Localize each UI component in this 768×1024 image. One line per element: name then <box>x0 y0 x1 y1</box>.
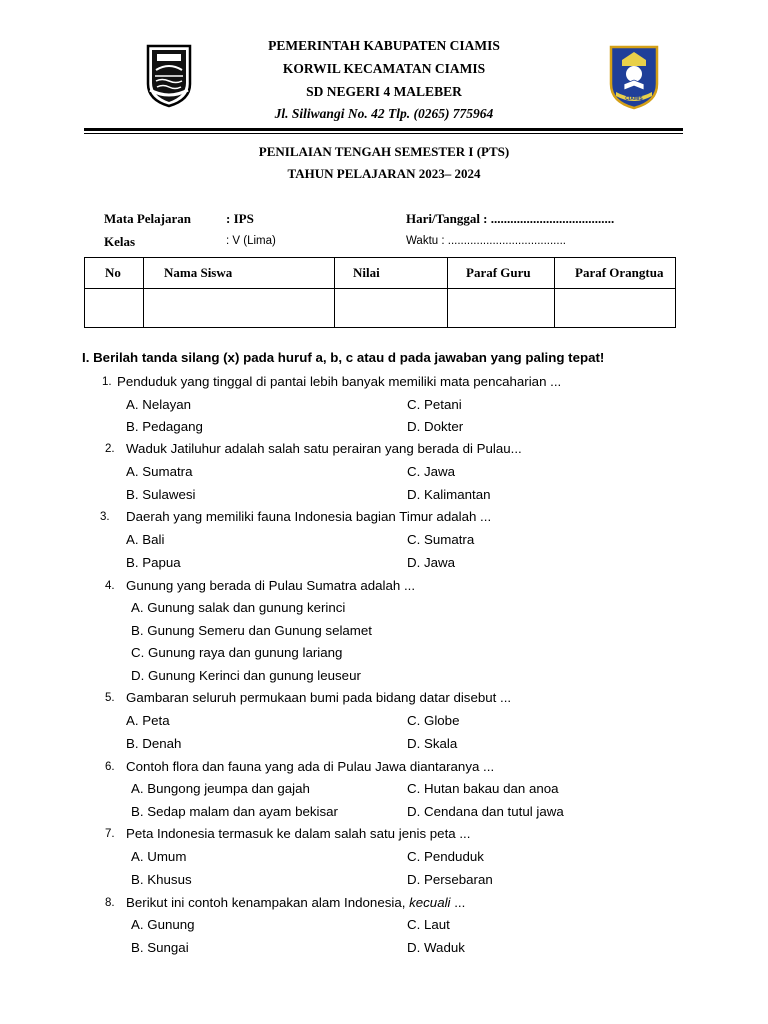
table-cell-name <box>144 289 335 328</box>
option-b: B. Sedap malam dan ayam bekisar <box>131 804 338 819</box>
option-c: C. Laut <box>407 917 450 932</box>
option-d: D. Cendana dan tutul jawa <box>407 804 564 819</box>
time-field: Waktu : ..................................... <box>406 235 566 247</box>
table-header-teacher-sign: Paraf Guru <box>448 258 555 289</box>
class-label: Kelas <box>104 234 136 249</box>
question-text: Gambaran seluruh permukaan bumi pada bidang datar disebut ... <box>126 690 512 705</box>
question-text: Gunung yang berada di Pulau Sumatra adalah ... <box>126 578 416 593</box>
table-cell-parent-sign <box>555 289 676 328</box>
option-c: C. Sumatra <box>407 532 475 547</box>
option-c: C. Hutan bakau dan anoa <box>407 781 559 796</box>
question-text: Penduduk yang tinggal di pantai lebih banyak memiliki mata pencaharian ... <box>117 374 562 389</box>
header-address: Jl. Siliwangi No. 42 Tlp. (0265) 775964 <box>274 106 494 121</box>
option-d: D. Waduk <box>407 940 465 955</box>
option-c: C. Globe <box>407 713 460 728</box>
option-d: D. Dokter <box>407 419 464 434</box>
option-c: C. Petani <box>407 397 462 412</box>
table-header-name: Nama Siswa <box>144 258 335 289</box>
header-divider-thick <box>84 128 683 131</box>
option-b: B. Sungai <box>131 940 189 955</box>
right-logo-text: CIAMIS <box>625 96 643 102</box>
question-number: 8. <box>105 897 115 909</box>
option-a: A. Bungong jeumpa dan gajah <box>131 781 310 796</box>
question-text: Contoh flora dan fauna yang ada di Pulau Jawa diantaranya ... <box>126 759 495 774</box>
subject-label: Mata Pelajaran <box>104 211 192 226</box>
question-text: Peta Indonesia termasuk ke dalam salah satu jenis peta ... <box>126 826 471 841</box>
header-divider-thin <box>84 133 683 134</box>
question-text: Daerah yang memiliki fauna Indonesia bagian Timur adalah ... <box>126 509 492 524</box>
section-instruction: I. Berilah tanda silang (x) pada huruf a, b, c atau d pada jawaban yang paling tepat! <box>82 350 605 365</box>
option-a: A. Gunung salak dan gunung kerinci <box>131 600 346 615</box>
option-a: A. Bali <box>126 532 165 547</box>
option-b: B. Papua <box>126 555 181 570</box>
question-number: 7. <box>105 828 115 840</box>
table-cell-no <box>85 289 144 328</box>
option-d: D. Kalimantan <box>407 487 491 502</box>
table-cell-teacher-sign <box>448 289 555 328</box>
table-header-parent-sign: Paraf Orangtua <box>555 258 676 289</box>
option-a: A. Nelayan <box>126 397 192 412</box>
question-number: 2. <box>105 443 115 455</box>
header-line-2: KORWIL KECAMATAN CIAMIS <box>282 61 486 76</box>
option-a: A. Umum <box>131 849 187 864</box>
question-number: 6. <box>105 761 115 773</box>
question-text: Berikut ini contoh kenampakan alam Indonesia, kecuali ... <box>126 895 466 910</box>
student-info-table <box>84 257 676 328</box>
option-a: A. Sumatra <box>126 464 193 479</box>
option-d: D. Jawa <box>407 555 456 570</box>
table-header-score: Nilai <box>335 258 448 289</box>
question-emphasis: kecuali <box>409 895 451 910</box>
option-d: D. Persebaran <box>407 872 493 887</box>
day-date-field: Hari/Tanggal : ...................................... <box>406 211 615 226</box>
exam-title: PENILAIAN TENGAH SEMESTER I (PTS) <box>258 144 510 159</box>
table-cell-score <box>335 289 448 328</box>
option-b: B. Denah <box>126 736 182 751</box>
option-d: D. Gunung Kerinci dan gunung leuseur <box>131 668 361 683</box>
table-header-no: No <box>85 258 144 289</box>
question-text: Waduk Jatiluhur adalah salah satu perairan yang berada di Pulau... <box>126 441 522 456</box>
question-number: 5. <box>105 692 115 704</box>
option-d: D. Skala <box>407 736 458 751</box>
option-a: A. Peta <box>126 713 170 728</box>
exam-year: TAHUN PELAJARAN 2023– 2024 <box>287 166 481 181</box>
option-b: B. Khusus <box>131 872 192 887</box>
option-b: B. Sulawesi <box>126 487 196 502</box>
option-c: C. Penduduk <box>407 849 484 864</box>
option-b: B. Gunung Semeru dan Gunung selamet <box>131 623 372 638</box>
option-b: B. Pedagang <box>126 419 203 434</box>
question-number: 4. <box>105 580 115 592</box>
option-c: C. Jawa <box>407 464 456 479</box>
class-value: : V (Lima) <box>226 235 276 247</box>
header-line-1: PEMERINTAH KABUPATEN CIAMIS <box>268 38 500 53</box>
question-number: 1. <box>102 376 112 388</box>
option-c: C. Gunung raya dan gunung lariang <box>131 645 343 660</box>
question-number: 3. <box>100 511 110 523</box>
header-line-3: SD NEGERI 4 MALEBER <box>306 84 462 99</box>
option-a: A. Gunung <box>131 917 195 932</box>
subject-value: : IPS <box>226 211 254 226</box>
